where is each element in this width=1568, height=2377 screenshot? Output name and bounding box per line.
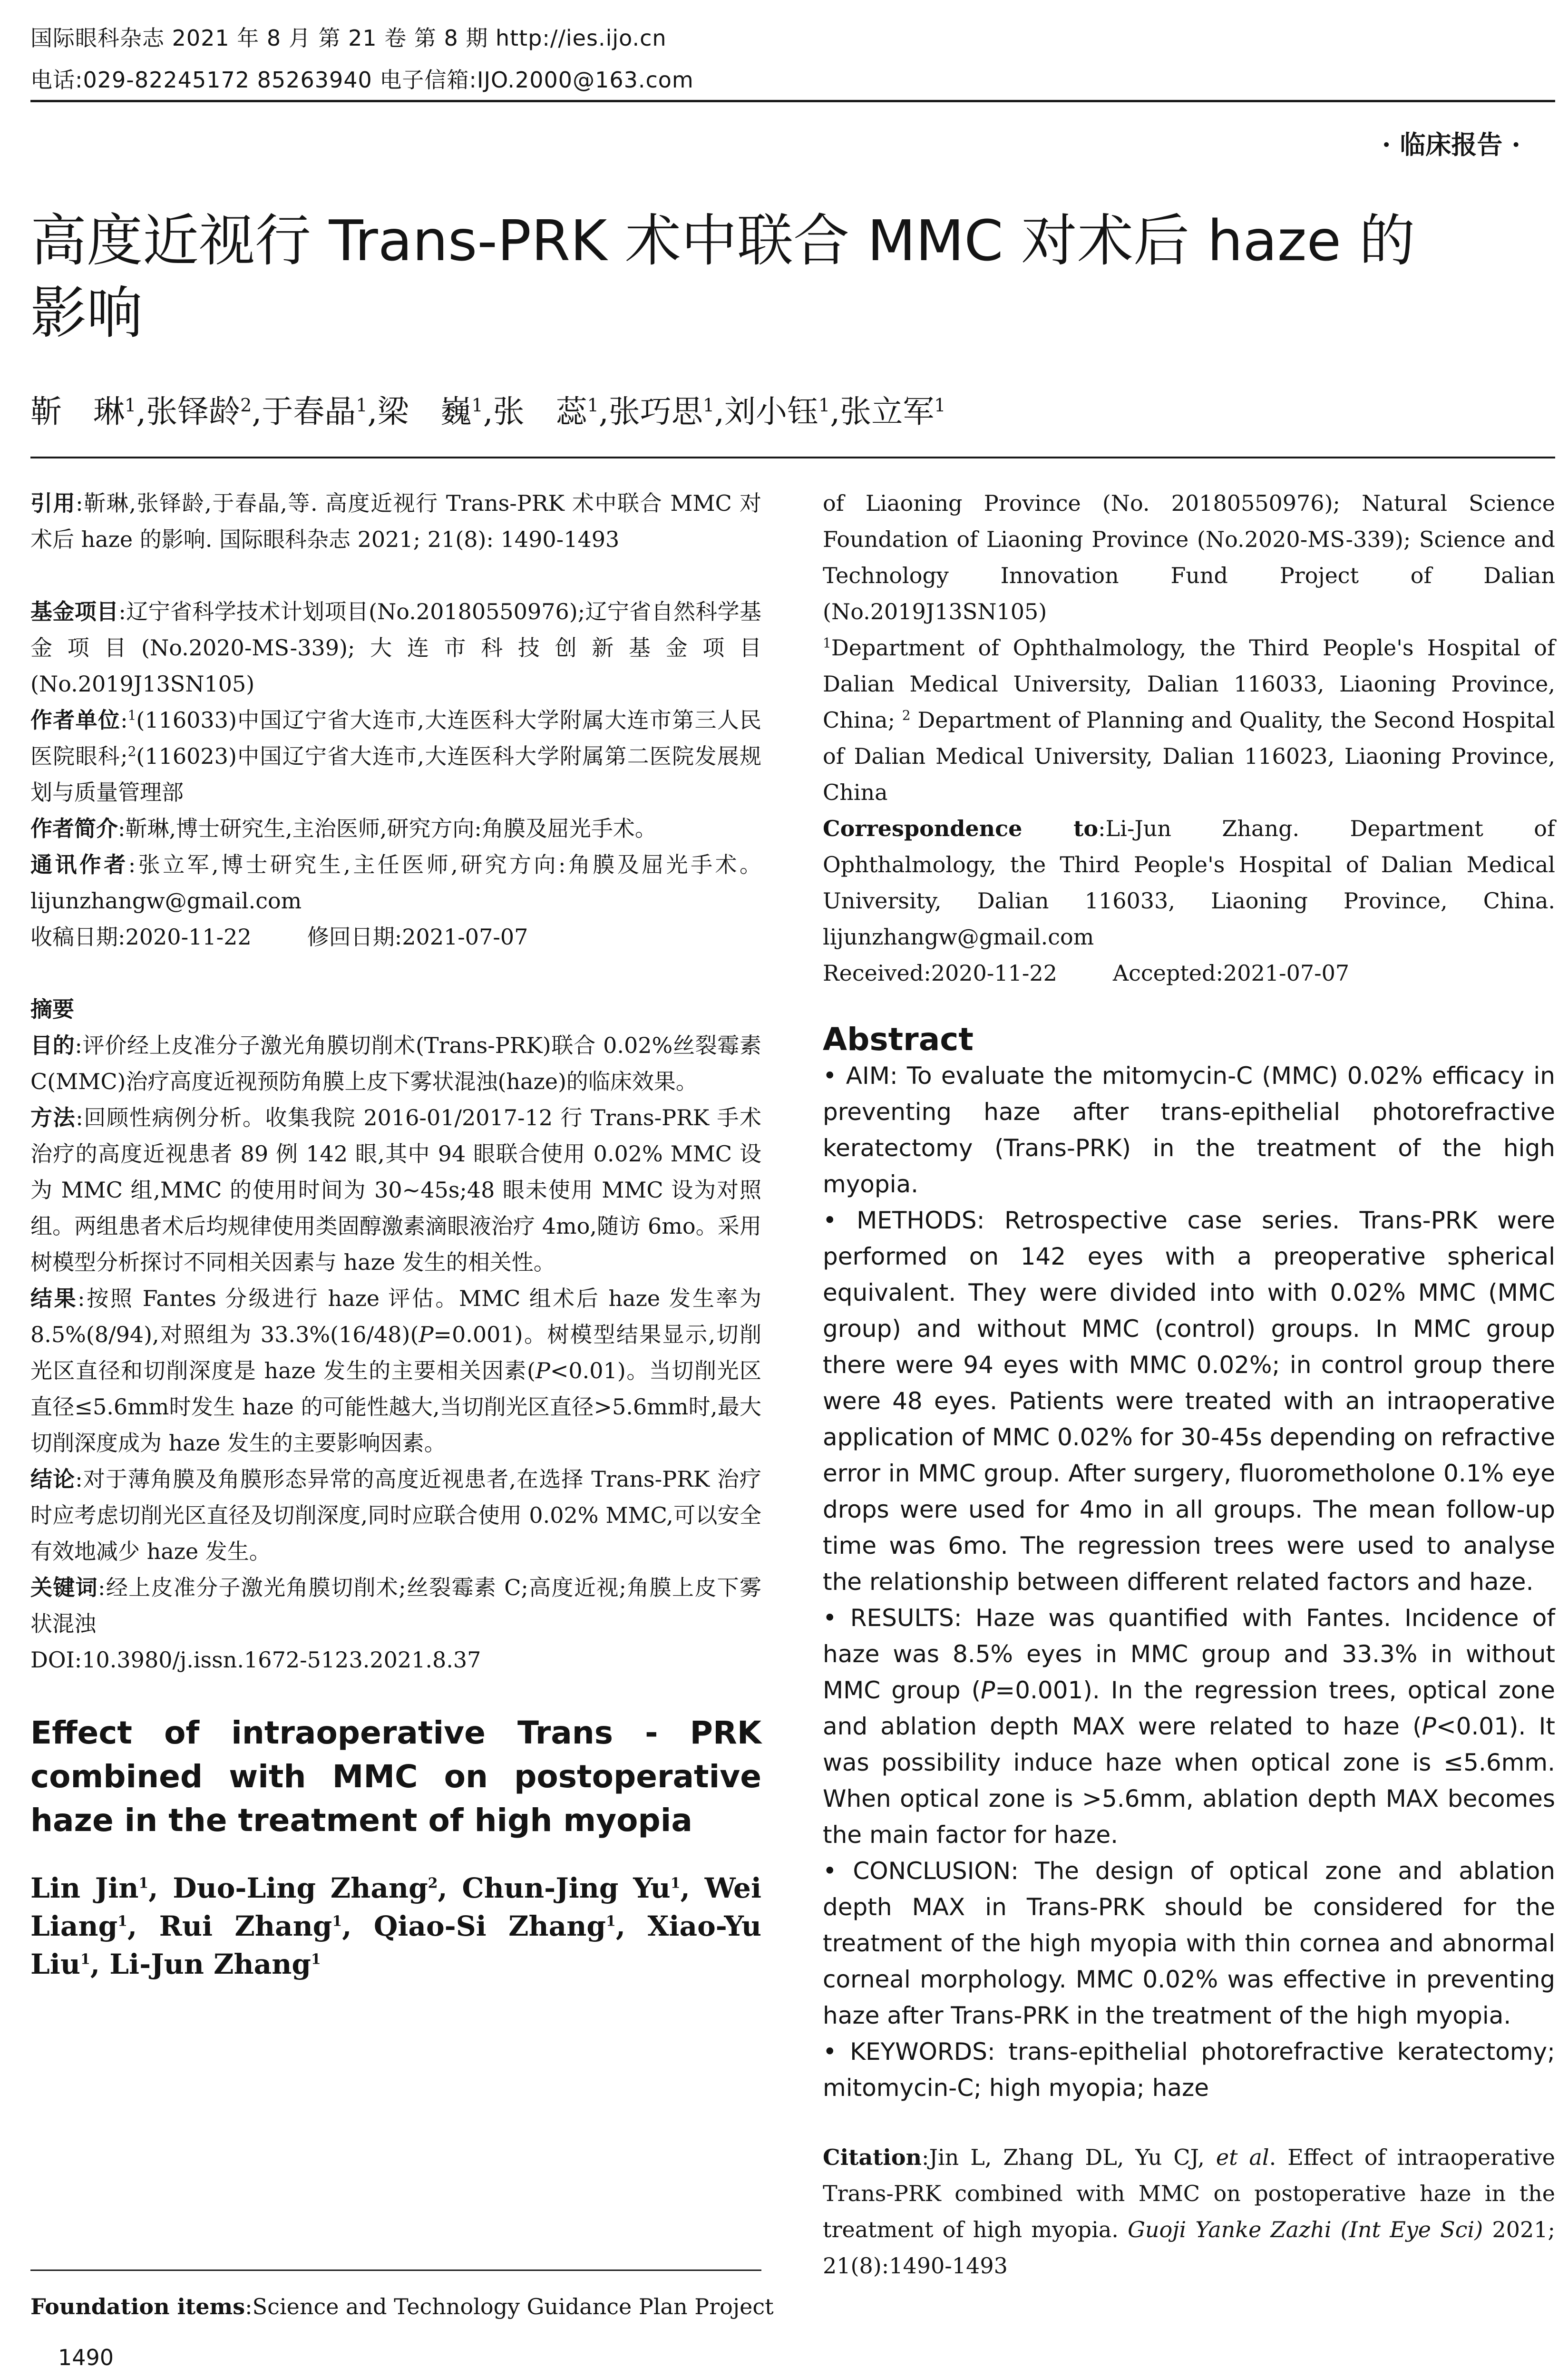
correspondence-en: Correspondence to:Li-Jun Zhang. Department of Ophthalmology, the Third People's Hospital of Dalian Medical University, Dalian 116033, Liaoning Province, China. lijunzhangw@gmail.com [823,816,1555,950]
author-cn: 靳 琳$^1$ [30,393,136,430]
citation-en: Citation:Jin L, Zhang DL, Yu CJ, et al. Effect of intraoperative Trans-PRK combined with MMC on postoperative haze in the treatment of high myopia. Guoji Yanke Zazhi (Int Eye Sci) 2021; 21(8):1490-1493 [823,2144,1556,2279]
journal-header-line2: 电话:029-82245172 85263940 电子信箱:IJO.2000@163.com [30,67,694,93]
title-line-1: 高度近视行 Trans-PRK 术中联合 MMC 对术后 haze 的 [30,208,1415,273]
results-en: • RESULTS: Haze was quantified with Fantes. Incidence of haze was 8.5% eyes in MMC group and 33.3% in without MMC group (P=0.001). In the regression trees, optical zone and ablation depth MAX were related to haze (P<0.01). It was possibility induce haze when optical zone is ≤5.6mm. When optical zone is >5.6mm, ablation depth MAX becomes the main factor for haze. [823,1604,1555,1849]
methods-en: • METHODS: Retrospective case series. Trans-PRK were performed on 142 eyes with a preoperative spherical equivalent. They were divided into with 0.02% MMC (MMC group) and without MMC (control) groups. In MMC group there were 94 eyes with MMC 0.02%; in control group there were 48 eyes. Patients were treated with an intraoperative application of MMC 0.02% for 30-45s depending on refractive error in MMC group. After surgery, fluorometholone 0.1% eye drops were used for 4mo in all groups. The mean follow-up time was 6mo. The regression trees were used to analyse the relationship between different related factors and haze. [823,1207,1555,1596]
doi: DOI:10.3980/j.issn.1672-5123.2021.8.37 [30,1647,481,1673]
fund-cn: 基金项目:辽宁省科学技术计划项目(No.20180550976);辽宁省自然科学基金项目(No.2020-MS-339);大连市科技创新基金项目(No.2019J13SN105) [30,599,761,697]
dates-cn: 收稿日期:2020-11-22 修回日期:2021-07-07 [30,924,528,950]
affiliation-cn: 作者单位:$^1$(116033)中国辽宁省大连市,大连医科大学附属大连市第三人民医院眼科;$^2$(116023)中国辽宁省大连市,大连医科大学附属第二医院发展规划与质量管理部 [30,707,761,805]
page-title [30,205,1555,349]
author-en: Wei Liang$^1$ [30,1872,761,1942]
abstract-heading-en: Abstract [823,1021,974,1058]
foundation-items: Foundation items:Science and Technology Guidance Plan Project [30,2294,774,2319]
keywords-en: • KEYWORDS: trans-epithelial photorefractive keratectomy; mitomycin-C; high myopia; haze [823,2038,1555,2102]
keywords-cn: 关键词:经上皮准分子激光角膜切削术;丝裂霉素 C;高度近视;角膜上皮下雾状混浊 [30,1575,762,1637]
affiliation-en: $^1$Department of Ophthalmology, the Third People's Hospital of Dalian Medical University, Dalian 116033, Liaoning Province, China; $^2$ Department of Planning and Quality, the Second Hospital of Dalian Medical University, Dalian 116023, Liaoning Province, China [823,635,1555,805]
title-rule [30,457,1555,458]
author-list-en: Lin Jin$^1$, Duo-Ling Zhang$^2$, Chun-Jing Yu$^1$, Wei Liang$^1$, Rui Zhang$^1$, Qiao-Si Zhang$^1$, Xiao-Yu Liu$^1$, Li-Jun Zhang$^1$ [30,1872,762,1980]
author-cn: 梁 巍$^1$ [377,393,483,430]
methods-cn: 方法:回顾性病例分析。收集我院 2016-01/2017-12 行 Trans-PRK 手术治疗的高度近视患者 89 例 142 眼,其中 94 眼联合使用 0.02% MMC 设为 MMC 组,MMC 的使用时间为 30~45s;48 眼未使用 MMC 设为对照组。两组患者术后均规律使用类固醇激素滴眼液治疗 4mo,随访 6mo。采用树模型分析探讨不同相关因素与 haze 发生的相关性。 [30,1105,762,1275]
author-en: Rui Zhang$^1$ [159,1910,342,1942]
aim-en: • AIM: To evaluate the mitomycin-C (MMC) 0.02% efficacy in preventing haze after trans-epithelial photorefractive keratectomy (Trans-PRK) in the treatment of the high myopia. [823,1062,1555,1198]
conclusion-cn: 结论:对于薄角膜及角膜形态异常的高度近视患者,在选择 Trans-PRK 治疗时应考虑切削光区直径及切削深度,同时应联合使用 0.02% MMC,可以安全有效地减少 haze 发生。 [30,1466,762,1564]
author-cn: 于春晶$^1$ [262,393,368,430]
page-number: 1490 [58,2345,114,2370]
author-cn: 张巧思$^1$ [608,393,715,430]
aim-cn: 目的:评价经上皮准分子激光角膜切削术(Trans-PRK)联合 0.02%丝裂霉素 C(MMC)治疗高度近视预防角膜上皮下雾状混浊(haze)的临床效果。 [30,1033,762,1094]
journal-header-line1: 国际眼科杂志 2021 年 8 月 第 21 卷 第 8 期 http://ies.ijo.cn [30,25,667,51]
citation-cn: 引用:靳琳,张铎龄,于春晶,等. 高度近视行 Trans-PRK 术中联合 MMC 对术后 haze 的影响. 国际眼科杂志 2021; 21(8): 1490-1493 [30,490,761,552]
author-cn: 张立军$^1$ [840,393,946,430]
bio-cn: 作者简介:靳琳,博士研究生,主治医师,研究方向:角膜及屈光手术。 [30,816,657,841]
author-en: Chun-Jing Yu$^1$ [462,1872,681,1904]
header-rule [30,100,1555,102]
author-cn: 张 蕊$^1$ [493,393,599,430]
left-column [30,485,761,1983]
right-column [823,485,1555,2284]
foundation-continued: of Liaoning Province (No. 20180550976); Natural Science Foundation of Liaoning Province (No.2020-MS-339); Science and Technology Innovation Fund Project of Dalian (No.2019J13SN105) [823,490,1555,624]
title-line-2: 影响 [30,280,143,346]
author-list-cn: 靳 琳$^1$,张铎龄$^2$,于春晶$^1$,梁 巍$^1$,张 蕊$^1$,张巧思$^1$,刘小钰$^1$,张立军$^1$ [30,393,946,430]
author-en: Qiao-Si Zhang$^1$ [373,1910,616,1942]
author-cn: 刘小钰$^1$ [724,393,830,430]
abstract-heading-cn: 摘要 [30,996,74,1022]
author-en: Li-Jun Zhang$^1$ [109,1948,321,1980]
author-en: Lin Jin$^1$ [30,1872,149,1904]
english-title: Effect of intraoperative Trans - PRK combined with MMC on postoperative haze in the treatment of high myopia [30,1715,761,1839]
section-tag: · 临床报告 · [1382,129,1520,160]
author-en: Xiao-Yu Liu$^1$ [30,1910,762,1980]
foundation-rule [30,2270,761,2271]
author-en: Duo-Ling Zhang$^2$ [173,1872,438,1904]
author-cn: 张铎龄$^2$ [146,393,252,430]
conclusion-en: • CONCLUSION: The design of optical zone and ablation depth MAX in Trans-PRK should be considered for the treatment of the high myopia with thin cornea and abnormal corneal morphology. MMC 0.02% was effective in preventing haze after Trans-PRK in the treatment of the high myopia. [823,1857,1555,2029]
correspondence-cn: 通讯作者:张立军,博士研究生,主任医师,研究方向:角膜及屈光手术。lijunzhangw@gmail.com [30,852,761,914]
results-cn: 结果:按照 Fantes 分级进行 haze 评估。MMC 组术后 haze 发生率为 8.5%(8/94),对照组为 33.3%(16/48)(P=0.001)。树模型结果显示,切削光区直径和切削深度是 haze 发生的主要相关因素(P<0.01)。当切削光区直径≤5.6mm时发生 haze 的可能性越大,当切削光区直径>5.6mm时,最大切削深度成为 haze 发生的主要影响因素。 [30,1286,761,1456]
dates-en: Received:2020-11-22 Accepted:2021-07-07 [823,960,1350,986]
